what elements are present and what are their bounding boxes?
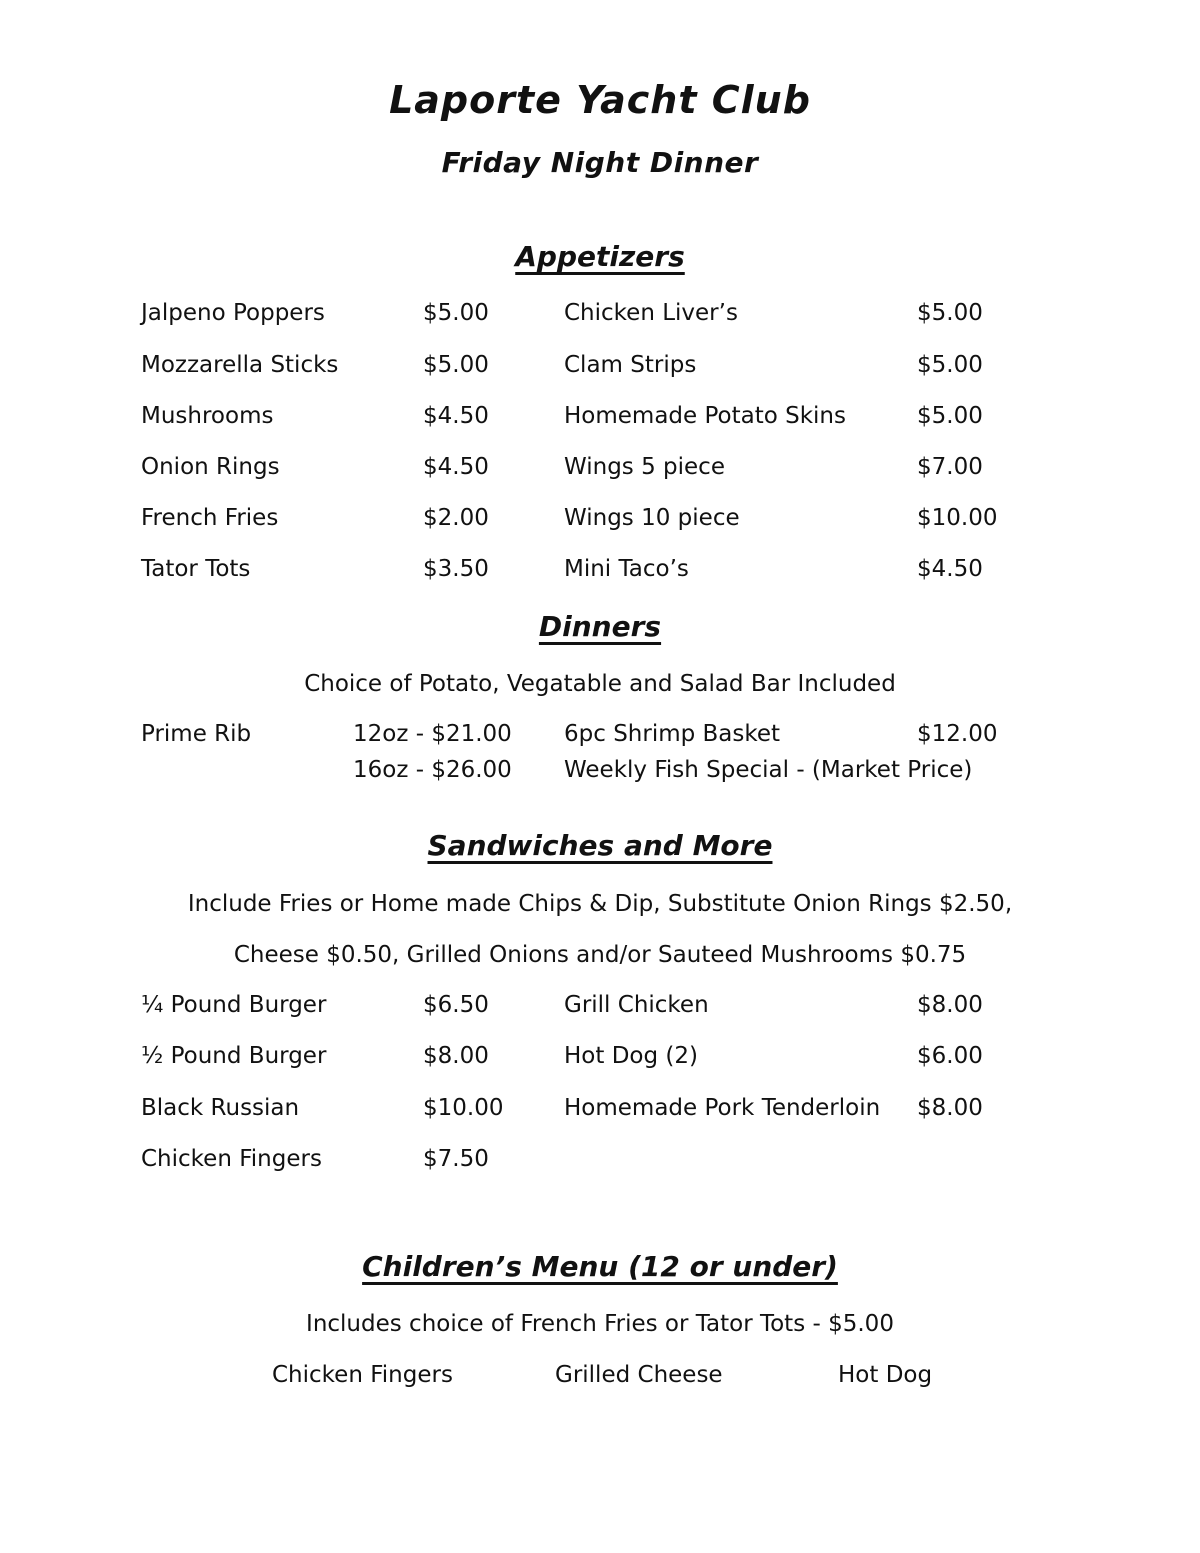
menu-subtitle: Friday Night Dinner (441, 146, 759, 179)
childrens-item: Hot Dog (838, 1362, 933, 1388)
menu-item-price: $8.00 (423, 1043, 489, 1069)
menu-item-name: ½ Pound Burger (141, 1043, 327, 1069)
menu-item-name: Homemade Pork Tenderloin (564, 1095, 881, 1121)
childrens-item: Chicken Fingers (272, 1362, 453, 1388)
menu-item-name: Black Russian (141, 1095, 300, 1121)
menu-item-price: $4.50 (423, 454, 489, 480)
section-heading-sandwiches: Sandwiches and More (427, 829, 773, 862)
menu-item-option: 16oz - $26.00 (353, 757, 512, 783)
menu-item-name: Grill Chicken (564, 992, 709, 1018)
menu-item-name: Hot Dog (2) (564, 1043, 698, 1069)
menu-item-price: $6.00 (917, 1043, 983, 1069)
menu-item-price: $8.00 (917, 992, 983, 1018)
menu-item-name: ¼ Pound Burger (141, 992, 327, 1018)
sandwiches-note-line2: Cheese $0.50, Grilled Onions and/or Sauteed Mushrooms $0.75 (233, 942, 967, 968)
menu-item-price: $5.00 (423, 300, 489, 326)
menu-item-price: $6.50 (423, 992, 489, 1018)
dinners-note: Choice of Potato, Vegatable and Salad Bar Included (304, 671, 896, 697)
menu-item-name: Jalpeno Poppers (141, 300, 325, 326)
menu-item-price: $2.00 (423, 505, 489, 531)
menu-item-name: Mushrooms (141, 403, 274, 429)
menu-item-option: 12oz - $21.00 (353, 721, 512, 747)
menu-item-price: $7.50 (423, 1146, 489, 1172)
childrens-note: Includes choice of French Fries or Tator Tots - $5.00 (306, 1311, 894, 1337)
childrens-item: Grilled Cheese (555, 1362, 723, 1388)
menu-item-price: $10.00 (423, 1095, 504, 1121)
menu-item-price: $12.00 (917, 721, 998, 747)
menu-item-name: Chicken Fingers (141, 1146, 322, 1172)
menu-item-price: $7.00 (917, 454, 983, 480)
menu-item-name: Homemade Potato Skins (564, 403, 846, 429)
menu-item-name: Onion Rings (141, 454, 280, 480)
menu-item-price: $8.00 (917, 1095, 983, 1121)
section-heading-dinners: Dinners (538, 610, 662, 643)
menu-item-name: Wings 10 piece (564, 505, 740, 531)
menu-item-name: Clam Strips (564, 352, 697, 378)
section-heading-childrens-menu: Children’s Menu (12 or under) (362, 1250, 838, 1283)
section-heading-appetizers: Appetizers (515, 240, 685, 273)
menu-item-price: $5.00 (423, 352, 489, 378)
menu-item-price: $4.50 (917, 556, 983, 582)
menu-item-price: $5.00 (917, 300, 983, 326)
menu-item-price: $10.00 (917, 505, 998, 531)
menu-item-name: Mozzarella Sticks (141, 352, 339, 378)
sandwiches-note-line1: Include Fries or Home made Chips & Dip, Substitute Onion Rings $2.50, (187, 891, 1013, 917)
menu-item-name: Weekly Fish Special - (Market Price) (564, 757, 973, 783)
menu-item-name: Chicken Liver’s (564, 300, 738, 326)
menu-item-name: 6pc Shrimp Basket (564, 721, 781, 747)
menu-item-name: Mini Taco’s (564, 556, 689, 582)
menu-item-name: Prime Rib (141, 721, 252, 747)
menu-item-price: $4.50 (423, 403, 489, 429)
menu-item-name: Wings 5 piece (564, 454, 725, 480)
menu-item-price: $5.00 (917, 403, 983, 429)
club-title: Laporte Yacht Club (389, 78, 811, 122)
menu-item-price: $3.50 (423, 556, 489, 582)
menu-item-price: $5.00 (917, 352, 983, 378)
menu-item-name: French Fries (141, 505, 279, 531)
menu-item-name: Tator Tots (141, 556, 251, 582)
